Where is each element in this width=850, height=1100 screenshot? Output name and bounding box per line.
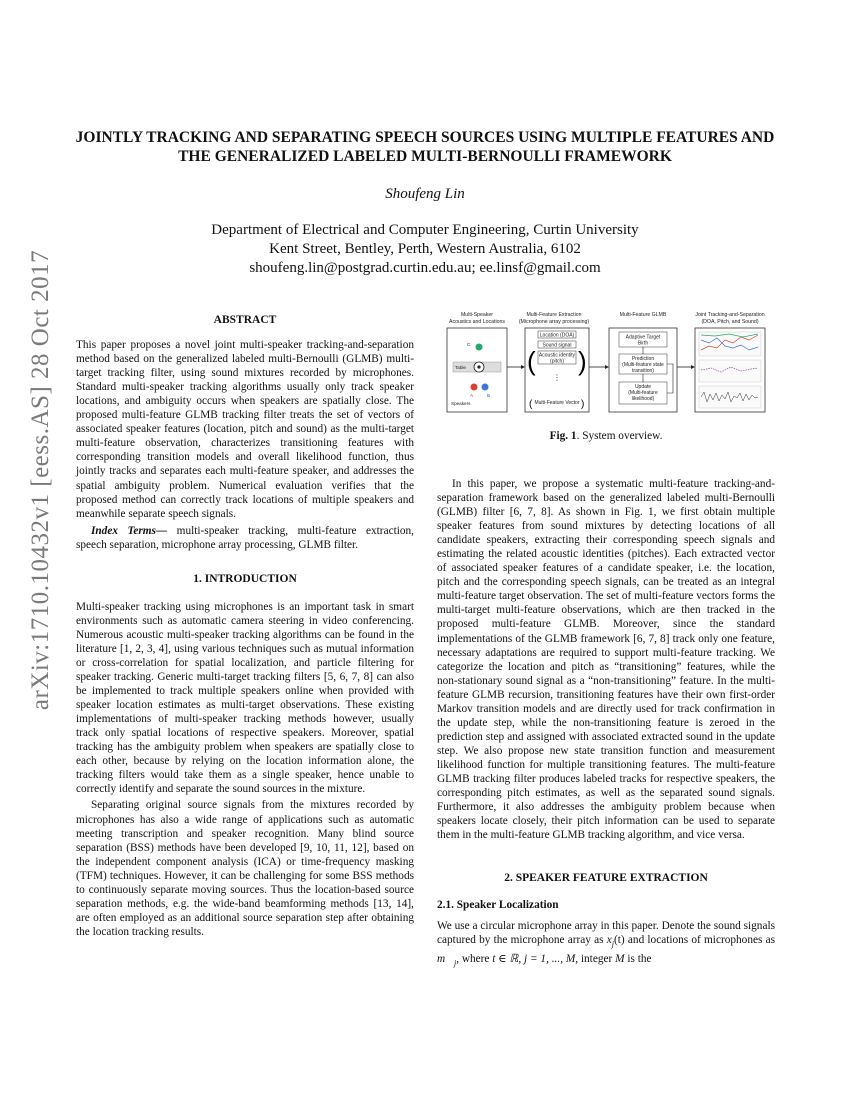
figure-caption <box>437 430 775 442</box>
affiliation-email: shoufeng.lin@postgrad.curtin.edu.au; ee.linsf@gmail.com <box>249 260 601 276</box>
fig-label-table: Table <box>455 365 466 370</box>
s21-sym-j2: j <box>453 957 457 967</box>
fig-glmb-upd-3: likelihood) <box>631 396 655 402</box>
fig-results-plot-pitch <box>699 360 761 382</box>
mic-array-center-icon <box>477 365 480 368</box>
abstract-text: This paper proposes a novel joint multi-speaker tracking-and-separation method based on the generalized labeled multi-Bernoulli (GLMB) multi-target tracking filter, using sound mixtures recorded by microphones. Standard multi-speaker tracking algorithms usually only track speaker locations, and ambiguity occurs when speakers are spatially close. The proposed multi-feature GLMB tracking filter treats the set of vectors of associated speaker features (location, pitch and sound) as the multi-target multi-feature observation, characterizes transitioning features with corresponding transition models and overall likelihood function, thus jointly tracks and separates each multi-feature speaker, and addresses the spatial ambiguity problem. Numerical evaluation verifies that the proposed method can correctly track locations of multiple speakers and meanwhile separate speech signals. <box>76 339 414 520</box>
s21-sym-x: x <box>606 934 612 947</box>
s21-text-e: , integer <box>575 952 616 965</box>
fig-col1-subtitle: Acoustics and Locations <box>449 319 505 325</box>
intro-paragraph-3: In this paper, we propose a systematic multi-feature tracking-and-separation framework based on the generalized labeled multi-Bernoulli (GLMB) filter [6, 7, 8]. As shown in Fig. 1, we first obtain multiple speaker features from sound mixtures by detecting locations of all candidate speakers, extracting their corresponding speech signals and estimating the related acoustic identities (pitches). Each extracted vector of associated speaker features of a candidate speaker, i.e. the location, pitch and the corresponding speech signals, can be treated as an integral multi-feature target observation. The set of multi-feature vectors forms the multi-target multi-feature observations, which are then tracked in the proposed multi-feature GLMB. Moreover, since the standard implementations of the GLMB framework [6, 7, 8] track only one feature, necessary adaptations are required to support multi-feature tracking. We categorize the location and pitch as “transitioning” features, while the non-stationary sound signal as a “non-transitioning” feature. In the multi-feature GLMB recursion, transitioning features have their own first-order Markov transition models and are directly used for track confirmation in the update step, while the non-transitioning feature is zeroed in the prediction step and assigned with associated extracted sound in the update step. We also propose new state transition function and measurement likelihood function for multiple transitioning features. The multi-feature GLMB tracking filter produces labeled tracks for respective speakers, the corresponding pitch estimates, as well as the separated sound signals. Furthermore, it also addresses the ambiguity problem because when speakers locate closely, their pitch information can be used to separate them in the multi-feature GLMB tracking algorithm, and vice versa. <box>437 478 775 842</box>
fig-feat-location: Location (DOA) <box>539 332 575 339</box>
fig-results-plots <box>699 332 761 408</box>
fig-label-b: B <box>487 393 491 398</box>
fig-feat-pitch: (pitch) <box>550 358 564 365</box>
fig-arrowhead-2 <box>605 365 609 369</box>
fig-glmb-upd-2: (Multi-feature <box>628 390 658 396</box>
fig-glmb-birth-2: Birth <box>637 340 649 347</box>
speaker-a-icon <box>471 384 478 391</box>
s21-sym-M: M <box>615 952 625 965</box>
fig-col4-title: Joint Tracking-and-Separation <box>695 312 765 318</box>
author-name: Shoufeng Lin <box>385 186 465 202</box>
affiliation-department: Department of Electrical and Computer Engineering, Curtin University <box>211 222 639 238</box>
fig-col3-title: Multi-Feature GLMB <box>619 312 667 318</box>
fig-vec-paren-right: ) <box>581 399 585 410</box>
fig-label-c: C <box>467 342 471 347</box>
fig-col2-subtitle: (Microphone array processing) <box>518 319 590 325</box>
section-2-heading: 2. SPEAKER FEATURE EXTRACTION <box>504 872 708 885</box>
fig-glmb-upd-1: Update <box>634 384 652 390</box>
index-terms-label: Index Terms— <box>91 524 168 537</box>
fig-feat-identity: Acoustic identity <box>538 352 576 359</box>
s21-text-f: is the <box>624 952 652 965</box>
fig-arrowhead-1 <box>521 365 525 369</box>
right-column <box>437 477 775 970</box>
fig-label-speakers: Speakers <box>451 401 471 406</box>
affiliation <box>0 221 850 278</box>
figure-caption-text: . System overview. <box>576 430 663 442</box>
fig-arrowhead-3 <box>691 365 695 369</box>
left-column <box>76 313 414 939</box>
figure-caption-label: Fig. 1 <box>549 430 577 442</box>
fig-label-a: A <box>470 393 474 398</box>
section-2-1-text <box>437 919 775 970</box>
fig-feat-dots: ⋮ <box>553 373 561 382</box>
index-terms <box>76 524 414 552</box>
s21-text-c: , where <box>456 952 493 965</box>
arxiv-stamp <box>22 249 60 711</box>
fig-paren-left: ( <box>527 346 536 376</box>
s21-sym-t: (t) <box>614 934 625 947</box>
affiliation-address: Kent Street, Bentley, Perth, Western Australia, 6102 <box>269 241 581 257</box>
intro-paragraph-1: Multi-speaker tracking using microphones is an important task in smart environments such as automatic camera steering in video conferencing. Numerous acoustic multi-speaker tracking algorithms can be found in the literature [1, 2, 3, 4], using various techniques such as mutual information or cross-correlation for spatial localization, and particle filtering for speaker tracking. Generic multi-target tracking filters [5, 6, 7, 8] can also be implemented to track multiple speakers online when provided with speaker location estimates as multi-target observations. These existing implementations of multi-speaker tracking methods however, usually track only spatial locations of respective speakers. Moreover, spatial tracking has the ambiguity problem when speakers are spatially close to each other, because by relying on the location information alone, the tracking filters would take them as a single speaker, hence unable to correctly identify and separate the sound sources in the mixture. <box>76 600 414 796</box>
fig-results-plot-sound <box>699 386 761 408</box>
arxiv-stamp-text: arXiv:1710.10432v1 [eess.AS] 28 Oct 2017 <box>27 249 54 711</box>
fig-col1-title: Multi-Speaker <box>460 312 494 318</box>
s21-text-a: We use a circular microphone array in this paper. Denote the sound signals captured by the microphone array as <box>437 920 775 947</box>
fig-paren-right: ) <box>578 346 587 376</box>
fig-col2-title: Multi-Feature Extraction <box>526 312 582 318</box>
index-terms-text: multi-speaker tracking, multi-feature extraction, speech separation, microphone array processing, GLMB filter. <box>76 524 414 551</box>
s21-sym-j: j <box>611 939 615 949</box>
fig-glmb-pred-2: (Multi-feature state <box>622 362 664 368</box>
paper-title: JOINTLY TRACKING AND SEPARATING SPEECH SOURCES USING MULTIPLE FEATURES AND THE GENERALIZED LABELED MULTI-BERNOULLI FRAMEWORK <box>75 129 775 165</box>
fig-glmb-pred-1: Prediction <box>631 356 655 362</box>
fig-glmb-birth-1: Adaptive Target <box>625 334 661 341</box>
fig-vec-paren-left: ( <box>529 399 533 410</box>
system-overview-figure <box>445 310 767 416</box>
speaker-b-icon <box>482 384 489 391</box>
section-1-heading: 1. INTRODUCTION <box>193 572 297 585</box>
s21-sym-m: m⃗ <box>437 952 454 965</box>
s21-text-b: and locations of microphones as <box>624 934 775 947</box>
fig-glmb-pred-3: transition) <box>632 368 654 374</box>
intro-paragraph-2: Separating original source signals from the mixtures recorded by microphones has also a wide range of applications such as automatic meeting transcription and speaker recognition. Many blind source separation (BSS) methods have been developed [9, 10, 11, 12], based on the independent component analysis (ICA) or time-frequency masking (TFM) techniques. However, it can be challenging for some BSS methods to continuously separate moving sources. Thus the location-based source separation methods, e.g. the wide-band beamforming methods [13, 14], are often employed as an additional source separation step after obtaining the location tracking results. <box>76 799 414 938</box>
subsection-2-1-heading: 2.1. Speaker Localization <box>437 899 559 912</box>
s21-text-d: t ∈ ℝ, j = 1, ..., M <box>492 952 576 965</box>
fig-glmb-feedback <box>667 364 673 393</box>
fig-feat-vector: Multi-Feature Vector <box>534 400 580 406</box>
fig-col4-subtitle: (DOA, Pitch, and Sound) <box>701 319 759 325</box>
abstract-heading: ABSTRACT <box>213 314 277 326</box>
speaker-c-icon <box>476 344 483 351</box>
fig-feat-sound: Sound signal <box>542 342 572 349</box>
